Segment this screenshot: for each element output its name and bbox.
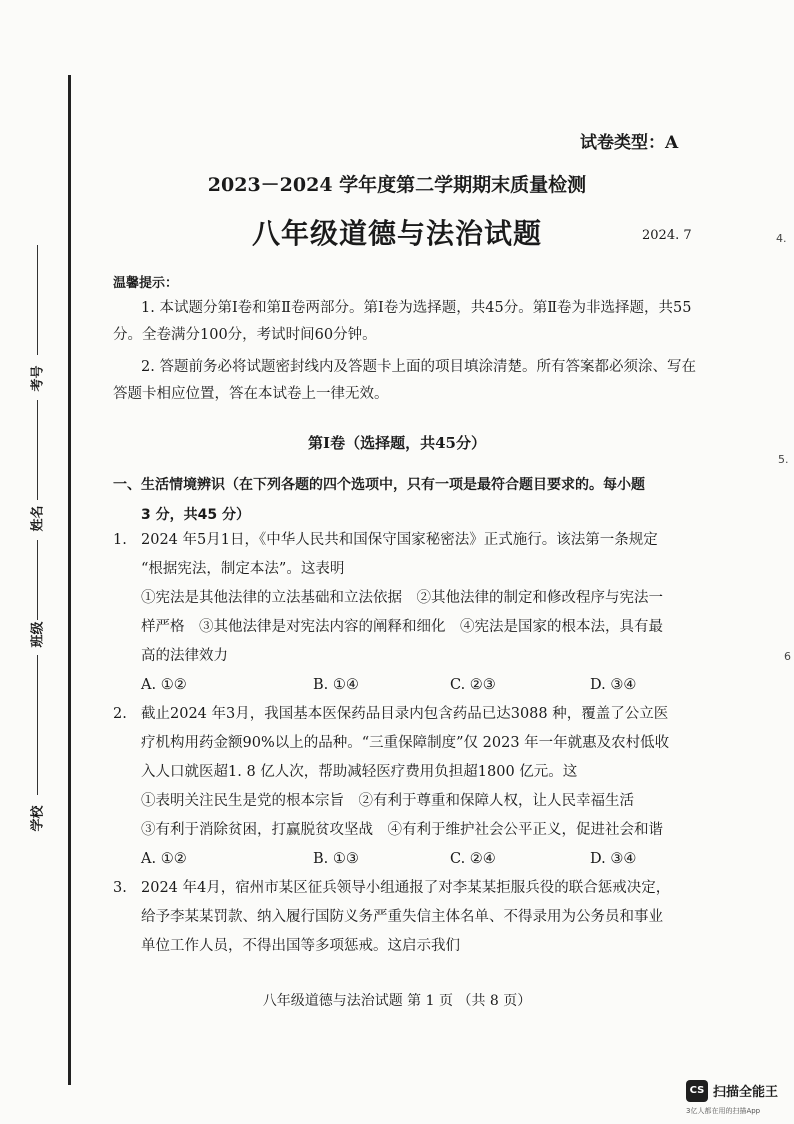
option-c: C. ②③ xyxy=(450,677,496,693)
section-title: 第Ⅰ卷（选择题，共45分） xyxy=(308,434,486,452)
option-a: A. ①② xyxy=(141,677,187,693)
question-number: 3. xyxy=(113,880,127,896)
question-options xyxy=(113,845,708,874)
tips-heading: 温馨提示： xyxy=(113,276,179,291)
scanner-logo-icon: CS xyxy=(686,1080,708,1102)
page-footer: 八年级道德与法治试题 第 1 页 （共 8 页） xyxy=(262,993,532,1009)
scanner-tagline: 3亿人都在用的扫描App xyxy=(686,1107,761,1115)
option-b: B. ①③ xyxy=(313,851,359,867)
class-label: 班级 xyxy=(30,621,46,648)
question-number: 1. xyxy=(113,532,127,548)
question-statements: 高的法律效力 xyxy=(141,648,228,664)
question-stem: 入人口就医超1. 8 亿人次，帮助减轻医疗费用负担超1800 亿元。这 xyxy=(141,764,578,780)
question-stem: “根据宪法，制定本法”。这表明 xyxy=(141,561,345,577)
paper-type: 试卷类型：A xyxy=(580,133,679,153)
question-2 xyxy=(113,700,708,874)
question-stem: 2024 年5月1日，《中华人民共和国保守国家秘密法》正式施行。该法第一条规定 xyxy=(141,532,658,548)
question-stem: 截止2024 年3月，我国基本医保药品目录内包含药品已达3088 种，覆盖了公立医 xyxy=(141,706,669,722)
class-rule xyxy=(37,540,38,620)
question-stem: 给予李某某罚款、纳入履行国防义务严重失信主体名单、不得录用为公务员和事业 xyxy=(141,909,663,925)
question-statements: ③有利于消除贫困，打赢脱贫攻坚战 ④有利于维护社会公平正义，促进社会和谐 xyxy=(141,822,663,838)
question-statements: ①表明关注民生是党的根本宗旨 ②有利于尊重和保障人权，让人民幸福生活 xyxy=(141,793,634,809)
edge-number: 5. xyxy=(778,453,789,466)
exam-no-label: 考号 xyxy=(30,365,46,392)
option-d: D. ③④ xyxy=(590,677,637,693)
tip-item-2: 2. 答题前务必将试题密封线内及答题卡上面的项目填涂清楚。所有答案都必须涂、写在答题卡相应位置，答在本试卷上一律无效。 xyxy=(113,359,696,402)
edge-number: 6 xyxy=(784,650,791,663)
question-3 xyxy=(113,874,708,961)
option-c: C. ②④ xyxy=(450,851,496,867)
exam-title: 八年级道德与法治试题 xyxy=(251,217,542,250)
question-stem: 疗机构用药金额90%以上的品种。“三重保障制度”仅 2023 年一年就惠及农村低收 xyxy=(141,735,670,751)
scanner-watermark xyxy=(686,1078,786,1118)
question-1 xyxy=(113,526,708,700)
part-heading-line-2: 3 分，共45 分） xyxy=(141,507,250,523)
scanner-name: 扫描全能王 xyxy=(713,1085,779,1100)
question-options xyxy=(113,671,708,700)
question-statements: ①宪法是其他法律的立法基础和立法依据 ②其他法律的制定和修改程序与宪法一 xyxy=(141,590,663,606)
tip-item-1: 1. 本试题分第Ⅰ卷和第Ⅱ卷两部分。第Ⅰ卷为选择题，共45分。第Ⅱ卷为非选择题，共55分。全卷满分100分，考试时间60分钟。 xyxy=(113,300,692,343)
option-b: B. ①④ xyxy=(313,677,359,693)
question-number: 2. xyxy=(113,706,127,722)
exam-subtitle: 2023－2024 学年度第二学期期末质量检测 xyxy=(207,174,587,196)
question-stem: 单位工作人员，不得出国等多项惩戒。这启示我们 xyxy=(141,938,460,954)
school-label: 学校 xyxy=(30,805,46,832)
question-statements: 样严格 ③其他法律是对宪法内容的阐释和细化 ④宪法是国家的根本法，具有最 xyxy=(141,619,663,635)
school-rule xyxy=(37,655,38,795)
option-a: A. ①② xyxy=(141,851,187,867)
edge-number: 4. xyxy=(776,232,787,245)
exam-date: 2024. 7 xyxy=(642,228,692,243)
option-d: D. ③④ xyxy=(590,851,637,867)
part-heading-line-1: 一、生活情境辨识（在下列各题的四个选项中，只有一项是最符合题目要求的。每小题 xyxy=(113,477,645,493)
exam-no-rule xyxy=(37,245,38,355)
part-heading xyxy=(113,470,703,530)
question-stem: 2024 年4月，宿州市某区征兵领导小组通报了对李某某拒服兵役的联合惩戒决定， xyxy=(141,880,671,896)
name-label: 姓名 xyxy=(30,505,46,532)
